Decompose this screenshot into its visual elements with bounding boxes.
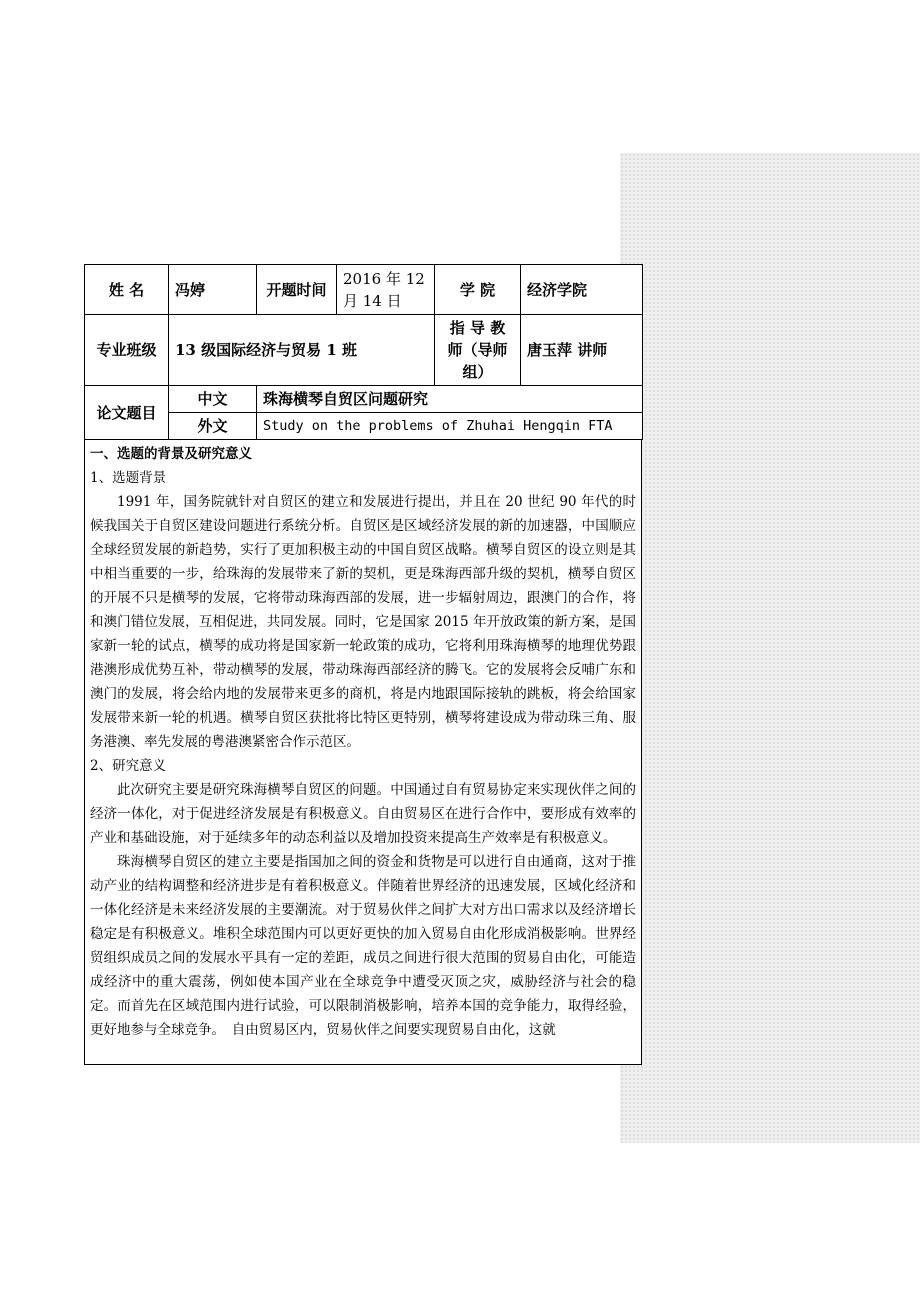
en-title: Study on the problems of Zhuhai Hengqin FTA	[257, 413, 643, 440]
proposal-form	[84, 264, 642, 1065]
margin-comment-panel	[620, 153, 920, 1143]
subsection-background: 1、选题背景	[90, 470, 167, 486]
thesis-zh-row	[85, 386, 643, 413]
info-row-2	[85, 315, 643, 386]
paragraph-background: 1991 年，国务院就针对自贸区的建立和发展进行提出，并且在 20 世纪 90 年代的时候我国关于自贸区建设问题进行系统分析。自贸区是区域经济发展的新的加速器，中国顺应全球经贸发展的新趋势，实行了更加积极主动的中国自贸区战略。横琴自贸区的设立则是其中相当重要的一步，给珠海的发展带来了新的契机，更是珠海西部升级的契机，横琴自贸区的开展不只是横琴的发展，它将带动珠海西部的发展，进一步辐射周边，跟澳门的合作，将和澳门错位发展，互相促进，共同发展。同时，它是国家 2015 年开放政策的新方案，是国家新一轮的试点，横琴的成功将是国家新一轮政策的成功，它将利用珠海横琴的地理优势跟港澳形成优势互补，带动横琴的发展，带动珠海西部经济的腾飞。它的发展将会反哺广东和澳门的发展，将会给内地的发展带来更多的商机，将是内地跟国际接轨的跳板，将会给国家发展带来新一轮的机遇。横琴自贸区获批将比特区更特别，横琴将建设成为带动珠三角、服务港澳、率先发展的粤港澳紧密合作示范区。	[90, 494, 636, 750]
advisor-value: 唐玉萍 讲师	[521, 315, 643, 386]
college-value: 经济学院	[521, 265, 643, 315]
paragraph-significance-1: 此次研究主要是研究珠海横琴自贸区的问题。中国通过自有贸易协定来实现伙伴之间的经济一体化，对于促进经济发展是有积极意义。自由贸易区在进行合作中，要形成有效率的产业和基础设施，对于延续多年的动态利益以及增加投资来提高生产效率是有积极意义。	[90, 782, 636, 846]
date-label: 开题时间	[257, 265, 337, 315]
name-value: 冯婷	[169, 265, 257, 315]
content-cell	[84, 440, 642, 1065]
zh-label: 中文	[169, 386, 257, 413]
section-title: 一、选题的背景及研究意义	[90, 446, 252, 462]
date-value: 2016 年 12 月 14 日	[337, 265, 435, 315]
zh-title: 珠海横琴自贸区问题研究	[257, 386, 643, 413]
info-row-1	[85, 265, 643, 315]
en-label: 外文	[169, 413, 257, 440]
advisor-label: 指 导 教 师（导师组）	[435, 315, 521, 386]
class-label: 专业班级	[85, 315, 169, 386]
thesis-label: 论文题目	[85, 386, 169, 440]
class-value: 13 级国际经济与贸易 1 班	[169, 315, 435, 386]
name-label: 姓 名	[85, 265, 169, 315]
info-table	[84, 264, 643, 440]
college-label: 学 院	[435, 265, 521, 315]
subsection-significance: 2、研究意义	[90, 758, 167, 774]
thesis-en-row	[85, 413, 643, 440]
paragraph-significance-2: 珠海横琴自贸区的建立主要是指国加之间的资金和货物是可以进行自由通商，这对于推动产业的结构调整和经济进步是有着积极意义。伴随着世界经济的迅速发展，区域化经济和一体化经济是未来经济发展的主要潮流。对于贸易伙伴之间扩大对方出口需求以及经济增长稳定是有积极意义。堆积全球范围内可以更好更快的加入贸易自由化形成消极影响。世界经贸组织成员之间的发展水平具有一定的差距，成员之间进行很大范围的贸易自由化，可能造成经济中的重大震荡，例如使本国产业在全球竞争中遭受灭顶之灾，威胁经济与社会的稳定。而首先在区域范围内进行试验，可以限制消极影响，培养本国的竞争能力，取得经验，更好地参与全球竞争。 自由贸易区内，贸易伙伴之间要实现贸易自由化，这就	[90, 854, 636, 1038]
